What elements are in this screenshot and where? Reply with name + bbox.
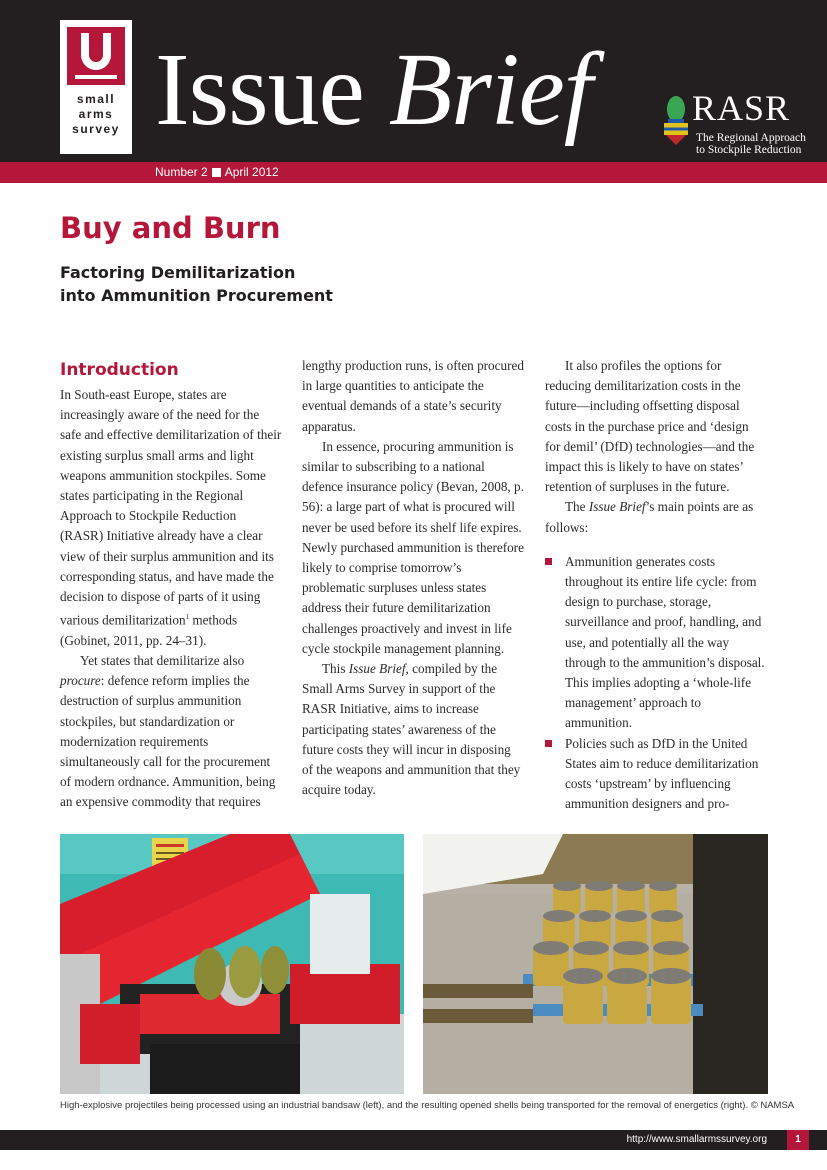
section-heading-introduction: Introduction bbox=[60, 360, 179, 380]
paragraph-text: Yet states that demilitarize also bbox=[80, 653, 245, 669]
issue-info bbox=[155, 165, 279, 180]
bullet-square-icon bbox=[545, 558, 552, 565]
title-brief: Brief bbox=[388, 32, 592, 147]
paragraph: lengthy production runs, is often procured in large quantities to anticipate the eventual demands of a state’s security apparatus. bbox=[302, 358, 524, 434]
text-column-1 bbox=[60, 357, 282, 813]
rasr-tagline-line-1: The Regional Approach bbox=[696, 132, 806, 144]
photo-bandsaw bbox=[60, 834, 404, 1094]
logo-line-survey: survey bbox=[72, 122, 120, 136]
list-item bbox=[545, 552, 767, 734]
italic-text: Issue Brief bbox=[348, 661, 406, 677]
paragraph bbox=[60, 651, 282, 813]
italic-text: Issue Brief bbox=[588, 499, 646, 515]
paragraph-text: The bbox=[565, 499, 589, 515]
list-item-text: Policies such as DfD in the United States aim to reduce demilitarization costs ‘upstream’ by influencing ammunition designers and pro- bbox=[565, 735, 759, 812]
italic-text: procure bbox=[60, 673, 101, 689]
paragraph-text: , compiled by the Small Arms Survey in support of the RASR Initiative, aims to increase participating states’ awareness of the future costs they will incur in disposing of the weapons and ammunition that they acquire today. bbox=[302, 661, 521, 798]
paragraph: It also profiles the options for reducing demilitarization costs in the future—including offsetting disposal costs in the purchase price and ‘design for demil’ (DfD) technologies—and the impact this is likely to have on states’ retention of surpluses in the future. bbox=[545, 358, 755, 495]
subtitle-line-1: Factoring Demilitarization bbox=[60, 263, 296, 282]
small-arms-survey-logo[interactable] bbox=[60, 20, 132, 154]
article-subtitle bbox=[60, 261, 333, 307]
logo-emblem bbox=[67, 27, 125, 85]
paragraph bbox=[545, 497, 767, 537]
rasr-tagline-line-2: to Stockpile Reduction bbox=[696, 144, 802, 156]
paragraph-text: ’s main points are as follows: bbox=[545, 499, 754, 535]
separator-square-icon bbox=[212, 168, 221, 177]
issue-date: April 2012 bbox=[224, 165, 279, 179]
logo-text bbox=[60, 92, 132, 137]
key-points-list bbox=[545, 552, 767, 815]
bullet-square-icon bbox=[545, 740, 552, 747]
photo-caption: High-explosive projectiles being processed using an industrial bandsaw (left), and the resulting opened shells being transported for the removal of energetics (right). © NAMSA bbox=[60, 1100, 795, 1111]
paragraph-text: In South-east Europe, states are increasingly aware of the need for the safe and effective demilitarization of their existing surplus small arms and light weapons ammunition stockpiles. Some states participating in the Regional Approach to Stockpile Reduction (RASR) Initiative already have a clear view of their surplus ammunition and its corresponding status, and have made the decision to dispose of parts of it using various demilitarization bbox=[60, 387, 282, 628]
paragraph bbox=[302, 659, 524, 800]
paragraph-text: : defence reform implies the destruction of surplus ammunition stockpiles, but standardization or modernization requirements simultaneously call for the procurement of modern ordnance. Ammunition, being an expensive commodity that requires bbox=[60, 673, 276, 810]
paragraph bbox=[60, 385, 282, 651]
footer-url-link[interactable]: http://www.smallarmssurvey.org bbox=[626, 1134, 767, 1145]
masthead bbox=[0, 0, 827, 162]
footnote-marker[interactable]: 1 bbox=[185, 613, 190, 622]
rasr-tagline bbox=[696, 132, 806, 156]
logo-line-small: small bbox=[76, 92, 116, 106]
paragraph: In essence, procuring ammunition is similar to subscribing to a national defence insurance policy (Bevan, 2008, p. 56): a large part of what is procured will never be used before its shelf life expires. Newly purchased ammunition is therefore likely to comprise tomorrow’s problematic surpluses unless states address their future demilitarization challenges proactively and invest in life cycle stockpile management planning. bbox=[302, 438, 524, 656]
text-column-2 bbox=[302, 356, 524, 800]
paragraph-text: methods (Gobinet, 2011, pp. 24–31). bbox=[60, 612, 238, 648]
logo-line-arms: arms bbox=[78, 107, 114, 121]
page-number: 1 bbox=[787, 1130, 809, 1150]
text-column-3 bbox=[545, 356, 767, 814]
subtitle-line-2: into Ammunition Procurement bbox=[60, 286, 333, 305]
rasr-logo-text: RASR bbox=[692, 88, 791, 128]
article-title: Buy and Burn bbox=[60, 211, 281, 245]
paragraph-text: This bbox=[322, 661, 349, 677]
photo-opened-shells bbox=[423, 834, 768, 1094]
title-issue: Issue bbox=[155, 32, 364, 147]
issue-band bbox=[0, 162, 827, 183]
rasr-emblem-icon[interactable] bbox=[662, 95, 690, 158]
list-item-text: Ammunition generates costs throughout its entire life cycle: from design to purchase, storage, surveillance and proof, handling, and use, and potentially all the way through to the ammunition’s disposal. This implies adopting a ‘whole-life management’ approach to ammunition. bbox=[565, 553, 765, 731]
list-item bbox=[545, 734, 767, 815]
issue-number: Number 2 bbox=[155, 165, 208, 179]
publication-title bbox=[155, 30, 592, 150]
